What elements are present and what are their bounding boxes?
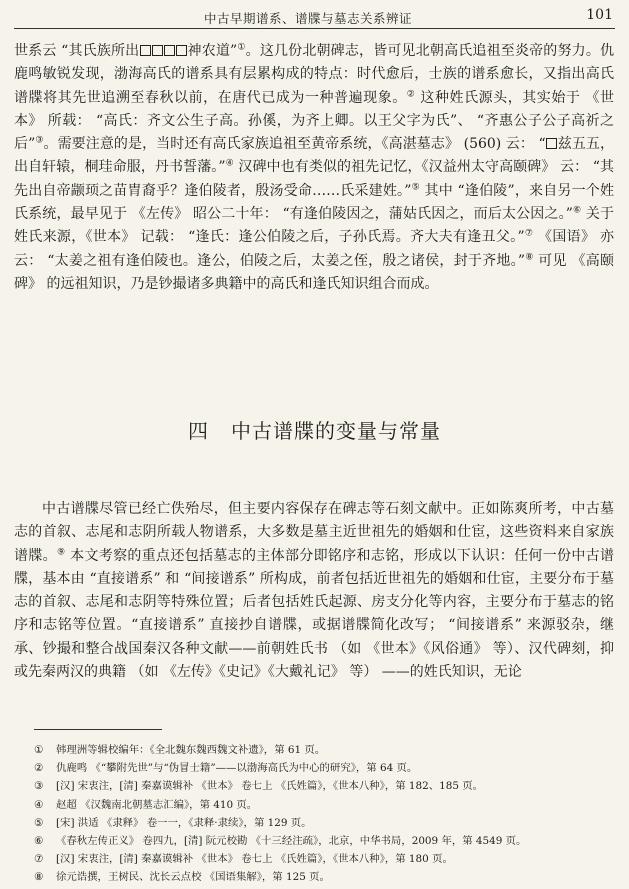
paragraph-genealogy	[14, 40, 614, 296]
footnote-text: [宋] 洪适 《隶释》 卷一一，《隶释·隶续》，第 129 页。	[56, 816, 312, 829]
text-run: 中古谱牒尽管已经亡佚殆尽，但主要内容保存在碑志等石刻文献中。正如陈爽所考，中古墓志的首叙、志尾和志阴所载人物谱系，大多数是墓主近世祖先的婚姻和仕宦，这些资料来自家族谱牒。	[14, 501, 614, 564]
text-run: 。这几份北朝碑志，皆可见北朝高氏追祖至炎帝的努力。仇鹿鸣敏锐发现，渤海高氏的谱系具有层累构成的特点：时代愈后，士族的谱系愈长，又指出高氏谱牒将其先世追溯至春秋以前，在唐代已成为一种普遍现象。	[14, 43, 614, 106]
text-run: 本文考察的重点还包括墓志的主体部分即铭序和志铭，形成以下认识：任何一份中古谱牒，基本由 “直接谱系” 和 “间接谱系” 所构成，前者包括近世祖先的婚姻和仕宦，主要分布于墓志的首叙、志尾和志阴等特殊位置；后者包括姓氏起源、房支分化等内容，主要分布于墓志的铭序和志铭等位置。“直接谱系” 直接抄自谱牒，或据谱牒简化改写； “间接谱系” 来源驳杂，继承、钞撮和整合战国秦汉各种文献——前朝姓氏书 （如 《世本》《风俗通》 等）、汉代碑刻，抑或先秦两汉的典籍 （如 《左传》《史记》《大戴礼记》 等） ——的姓氏知识，无论	[14, 547, 614, 681]
footnote-item	[34, 741, 614, 759]
footnote-item	[34, 796, 614, 814]
footnote-text: 韩理洲等辑校编年：《全北魏东魏西魏文补遗》，第 61 页。	[56, 744, 326, 756]
footnote-item	[34, 868, 614, 886]
footnote-mark: ④	[34, 798, 44, 811]
footnote-mark: ⑧	[34, 871, 44, 884]
note-mark: ④	[225, 158, 234, 169]
text-run: 。需要注意的是，当时还有高氏家族追祖至黄帝系统，《高湛墓志》 (560) 云： “	[43, 136, 546, 153]
section-number: 四	[188, 419, 209, 443]
missing-character-box	[152, 45, 163, 56]
text-run: 世系云 “其氏族所出	[14, 43, 140, 59]
footnote-text: 《春秋左传正义》 卷四九，[清] 阮元校勘 《十三经注疏》，北京，中华书局，2009 年，第 4549 页。	[56, 835, 527, 848]
note-mark: ⑦	[524, 228, 534, 239]
footnote-text: 赵超 《汉魏南北朝墓志汇编》，第 410 页。	[56, 798, 258, 811]
text-run: 这种姓氏源头，其实始于 《世本》 所载： “高氏：齐文公生子高。孙傒，为齐上卿。以王父字为氏”、 “齐惠公子公子高祈之后”	[14, 89, 614, 153]
text-run: 可见 《高颐碑》 的远祖知识，乃是钞撮诸多典籍中的高氏和逢氏知识组合而成。	[14, 252, 614, 292]
text-run: 汉碑中也有类似的祖先记忆，《汉益州太守高颐碑》 云： “其先出自帝颛顼之苗胄裔乎？逢伯陵者，殷汤受命……氏采建姓。”	[14, 159, 614, 199]
footnote-mark: ⑦	[34, 853, 44, 866]
note-mark: ⑨	[56, 546, 66, 557]
note-mark: ①	[237, 42, 246, 53]
missing-character-box	[176, 45, 187, 56]
footnote-list	[34, 741, 614, 887]
footnote-item	[34, 814, 614, 832]
footnote-text: [汉] 宋衷注，[清] 秦嘉谟辑补 《世本》 卷七上 《氏姓篇》，《世本八种》，第 182、185 页。	[56, 780, 484, 793]
page-number: 101	[586, 7, 613, 23]
note-mark: ⑧	[525, 252, 534, 263]
note-mark: ②	[406, 88, 416, 99]
text-run: 《国语》 亦云： “太姜之祖有逢伯陵也。逢公，伯陵之后，太姜之侄，殷之诸侯，封于齐地。”	[14, 229, 614, 269]
text-run: 关于姓氏来源，《世本》 记载： “逢氏：逢公伯陵之后，子孙氏焉。齐大夫有逢丑父。”	[14, 206, 614, 246]
footnote-mark: ①	[34, 744, 44, 756]
footnote-mark: ⑤	[34, 816, 44, 829]
footnote-text: 仇鹿鸣 《“攀附先世”与“伪冒士籍”——以渤海高氏为中心的研究》，第 64 页。	[56, 762, 418, 775]
footnote-item	[34, 759, 614, 777]
footnote-separator	[34, 729, 162, 730]
page-header	[14, 4, 615, 29]
missing-character-box	[546, 138, 557, 149]
missing-character-box	[164, 45, 175, 56]
missing-character-box	[140, 45, 151, 56]
section-heading	[0, 415, 629, 444]
footnote-item	[34, 777, 614, 795]
text-run: 其中 “逢伯陵”，来自另一个姓氏系统，最早见于 《左传》 昭公二十年： “有逢伯陵因之，蒲姑氏因之，而后太公因之。”	[14, 182, 615, 223]
footnote-mark: ⑥	[34, 835, 44, 848]
text-run: 兹五五，出自轩辕，桐珪命服，丹书誓藩。”	[14, 136, 614, 176]
footnote-text: [汉] 宋衷注，[清] 秦嘉谟辑补 《世本》 卷七上 《氏姓篇》，《世本八种》，第 180 页。	[56, 853, 453, 866]
footnote-mark: ②	[34, 762, 44, 775]
text-run: 神农道”	[187, 43, 238, 59]
note-mark: ⑥	[572, 205, 582, 216]
footnote-text: 徐元诰撰，王树民、沈长云点校 《国语集解》，第 125 页。	[56, 871, 330, 884]
footnote-item	[34, 850, 614, 868]
paragraph-variables-constants	[14, 484, 614, 698]
footnote-mark: ③	[34, 780, 44, 793]
running-title: 中古早期谱系、谱牒与墓志关系辨证	[204, 11, 413, 26]
note-mark: ⑤	[411, 182, 420, 193]
section-title: 中古谱牒的变量与常量	[231, 419, 441, 443]
note-mark: ③	[35, 135, 44, 146]
footnote-item	[34, 832, 614, 850]
